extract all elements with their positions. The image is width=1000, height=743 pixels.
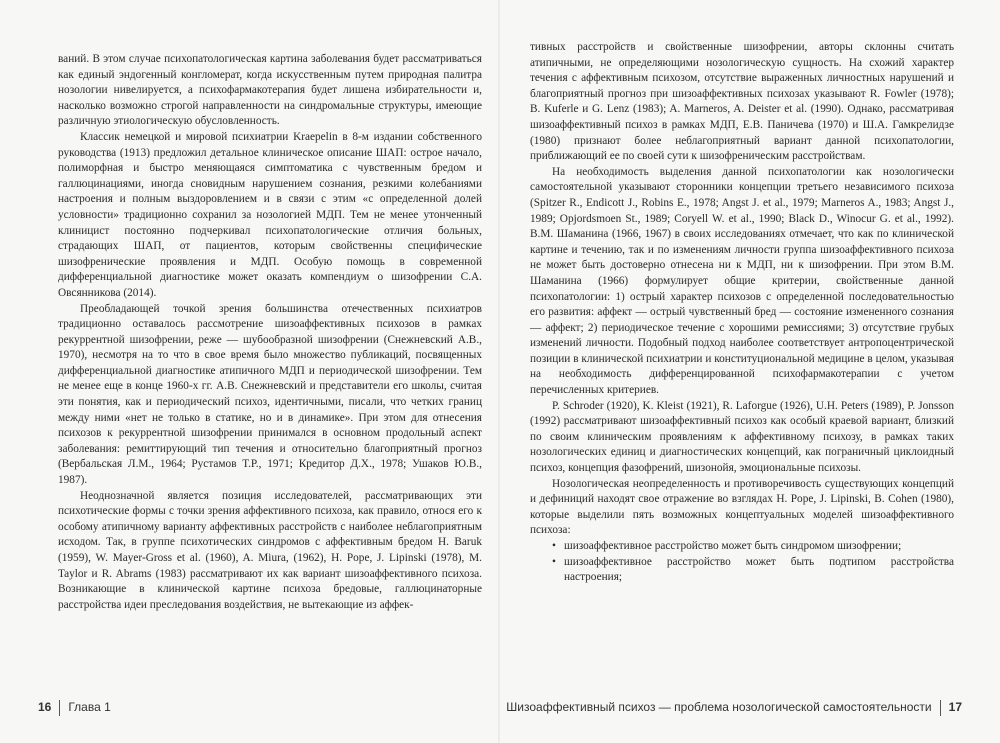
- footer-divider: [59, 700, 60, 716]
- paragraph: Классик немецкой и мировой психиатрии Kraepelin в 8-м издании собственного руководства (1913) предложил детальное клиническое описание ШАП: острое начало, полиморфная и быстро меняющаяся симптоматика с чувственным бредом и галлюцинациями, иногда сновидным нарушением сознания, резкими колебаниями настроения и полным выздоровлением и в связи с этим «с определенной долей условности» традиционно сохранил за нозологией МДП. Тем не менее утонченный клиницист постоянно подчеркивал психопатологические отличия больных, страдающих ШАП, от пациентов, которым свойственны специфические шизофренические проявления и МДП. Особую помощь в современной дифференциальной диагностике может оказать компендиум о шизофрении С.А. Овсянникова (2014).: [58, 130, 482, 299]
- list-item: • шизоаффективное расстройство может быть подтипом расстройства настроения;: [552, 555, 954, 586]
- footer-divider: [940, 700, 941, 716]
- list-item: • шизоаффективное расстройство может быть синдромом шизофрении;: [552, 539, 954, 555]
- paragraph: Нозологическая неопределенность и противоречивость существующих концепций и дефиниций находят свое отражение во взглядах H. Pope, J. Lipinski, B. Cohen (1980), которые выделили пять возможных концептуальных моделей шизоаффективного психоза:: [530, 477, 954, 537]
- paragraph: ваний. В этом случае психопатологическая картина заболевания будет рассматриваться как единый эндогенный конгломерат, когда искусственным путем природная палитра нозологии нивелируется, а психофармакотерапия будет лишена избирательности и, насколько возможно строгой направленности на синдромальные структуры, имеющие различную этиологическую обусловленность.: [58, 53, 482, 128]
- right-page: [500, 0, 1000, 743]
- page-number: 17: [948, 700, 962, 715]
- right-page-body: [530, 40, 954, 586]
- paragraph: P. Schroder (1920), K. Kleist (1921), R. Laforgue (1926), U.H. Peters (1989), P. Jonsson (1992) рассматривают шизоаффективный психоз как особый краевой вариант, близкий по своим клиническим проявлениям к аффективному психозу, в рамках таких нозологических единиц и диагностических концепций, как пограничный циклоидный психоз, концепция фазофрений, шизонойя, эмоциональные психозы.: [530, 399, 954, 475]
- left-page-footer: [38, 700, 111, 716]
- running-title: Шизоаффективный психоз — проблема нозологической самостоятельности: [506, 700, 932, 715]
- paragraph: Неоднозначной является позиция исследователей, рассматривающих эти психотические формы с точки зрения аффективного психоза, как правило, относя его к особому атипичному варианту аффективных расстройств с наиболее неблагоприятным исходом. Так, в группе психотических синдромов с аффективным бредом H. Baruk (1959), W. Mayer-Gross et al. (1960), A. Miura, (1962), H. Pope, J. Lipinski (1978), M. Taylor и R. Abrams (1983) рассматривают их как вариант шизоаффективного психоза. Возникающие в клинической картине психоза бредовые, галлюцинаторные расстройства идеи преследования воздействия, не вытекающие из аффек-: [58, 489, 482, 611]
- paragraph: Преобладающей точкой зрения большинства отечественных психиатров традиционно оставалось рассмотрение шизоаффективных психозов в рамках рекуррентной шизофрении, реже — шубообразной шизофрении (Снежневский А.В., 1970), несмотря на то что в свое время было множество публикаций, посвященных дифференциальной диагностике атипичного МДП и периодической шизофрении. Тем не менее еще в конце 1960-х гг. А.В. Снежневский и представители его школы, считая эти понятия, как и периодический психоз, идентичными, писали, что четких границ между ними «нет не только в статике, но и в динамике». При этом для отнесения психозов к рекуррентной шизофрении принимался в основном продольный аспект заболевания: ремиттирующий тип течения и относительно благоприятный прогноз (Вербальская Л.М., 1964; Рустамов Т.Р., 1971; Кредитор Д.Х., 1978; Ушаков Ю.В., 1987).: [58, 302, 482, 487]
- paragraph: На необходимость выделения данной психопатологии как нозологически самостоятельной указывают сторонники концепции третьего независимого психоза (Spitzer R., Endicott J., Robins E., 1978; Angst J. et al., 1979; Marneros A., 1983; Angst J., 1989; Opjordsmoen St., 1989; Coryell W. et al., 1990; Black D., Winocur G. et al., 1992). В.М. Шаманина (1966, 1967) в своих исследованиях отмечает, что как по клинической картине и течению, так и по изменениям личности группа шизоаффективного психоза не может быть достоверно отнесена ни к МДП, ни к шизофрении. При этом В.М. Шаманина (1966) формулирует общие критерии, свойственные данной психопатологии: 1) острый характер психозов с определенной последовательностью его развития: аффект — острый чувственный бред — состояние измененного сознания — аффект; 2) периодическое течение с хорошими ремиссиями; 3) отсутствие грубых изменений личности. Подобный подход наиболее соответствует антропоцентрической позиции в клинической психиатрии и конституциональной медицине в целом, указывая на необходимость дифференцированной психофармакотерапии с учетом перечисленных критериев.: [530, 165, 954, 397]
- chapter-label: Глава 1: [68, 700, 111, 715]
- right-page-footer: [506, 700, 962, 716]
- paragraph: тивных расстройств и свойственные шизофрении, авторы склонны считать атипичными, не определяющими нозологическую сущность. На схожий характер течения с аффективным психозом, отсутствие выраженных личностных нарушений и благоприятный прогноз при шизоаффективных психозах указывают R. Fowler (1978); B. Kuferle и G. Lenz (1983); A. Marneros, A. Deister et al. (1990). Однако, рассматривая шизоаффективный психоз в рамках МДП, Е.В. Паничева (1970) и Ш.А. Гамкрелидзе (1980) признают более неблагоприятный вариант данной психопатологии, приближающий ее по своей сути к шизофреническим расстройствам.: [530, 41, 954, 163]
- bullet-list: [530, 539, 954, 586]
- left-page-body: [58, 52, 482, 613]
- page-number: 16: [38, 700, 52, 715]
